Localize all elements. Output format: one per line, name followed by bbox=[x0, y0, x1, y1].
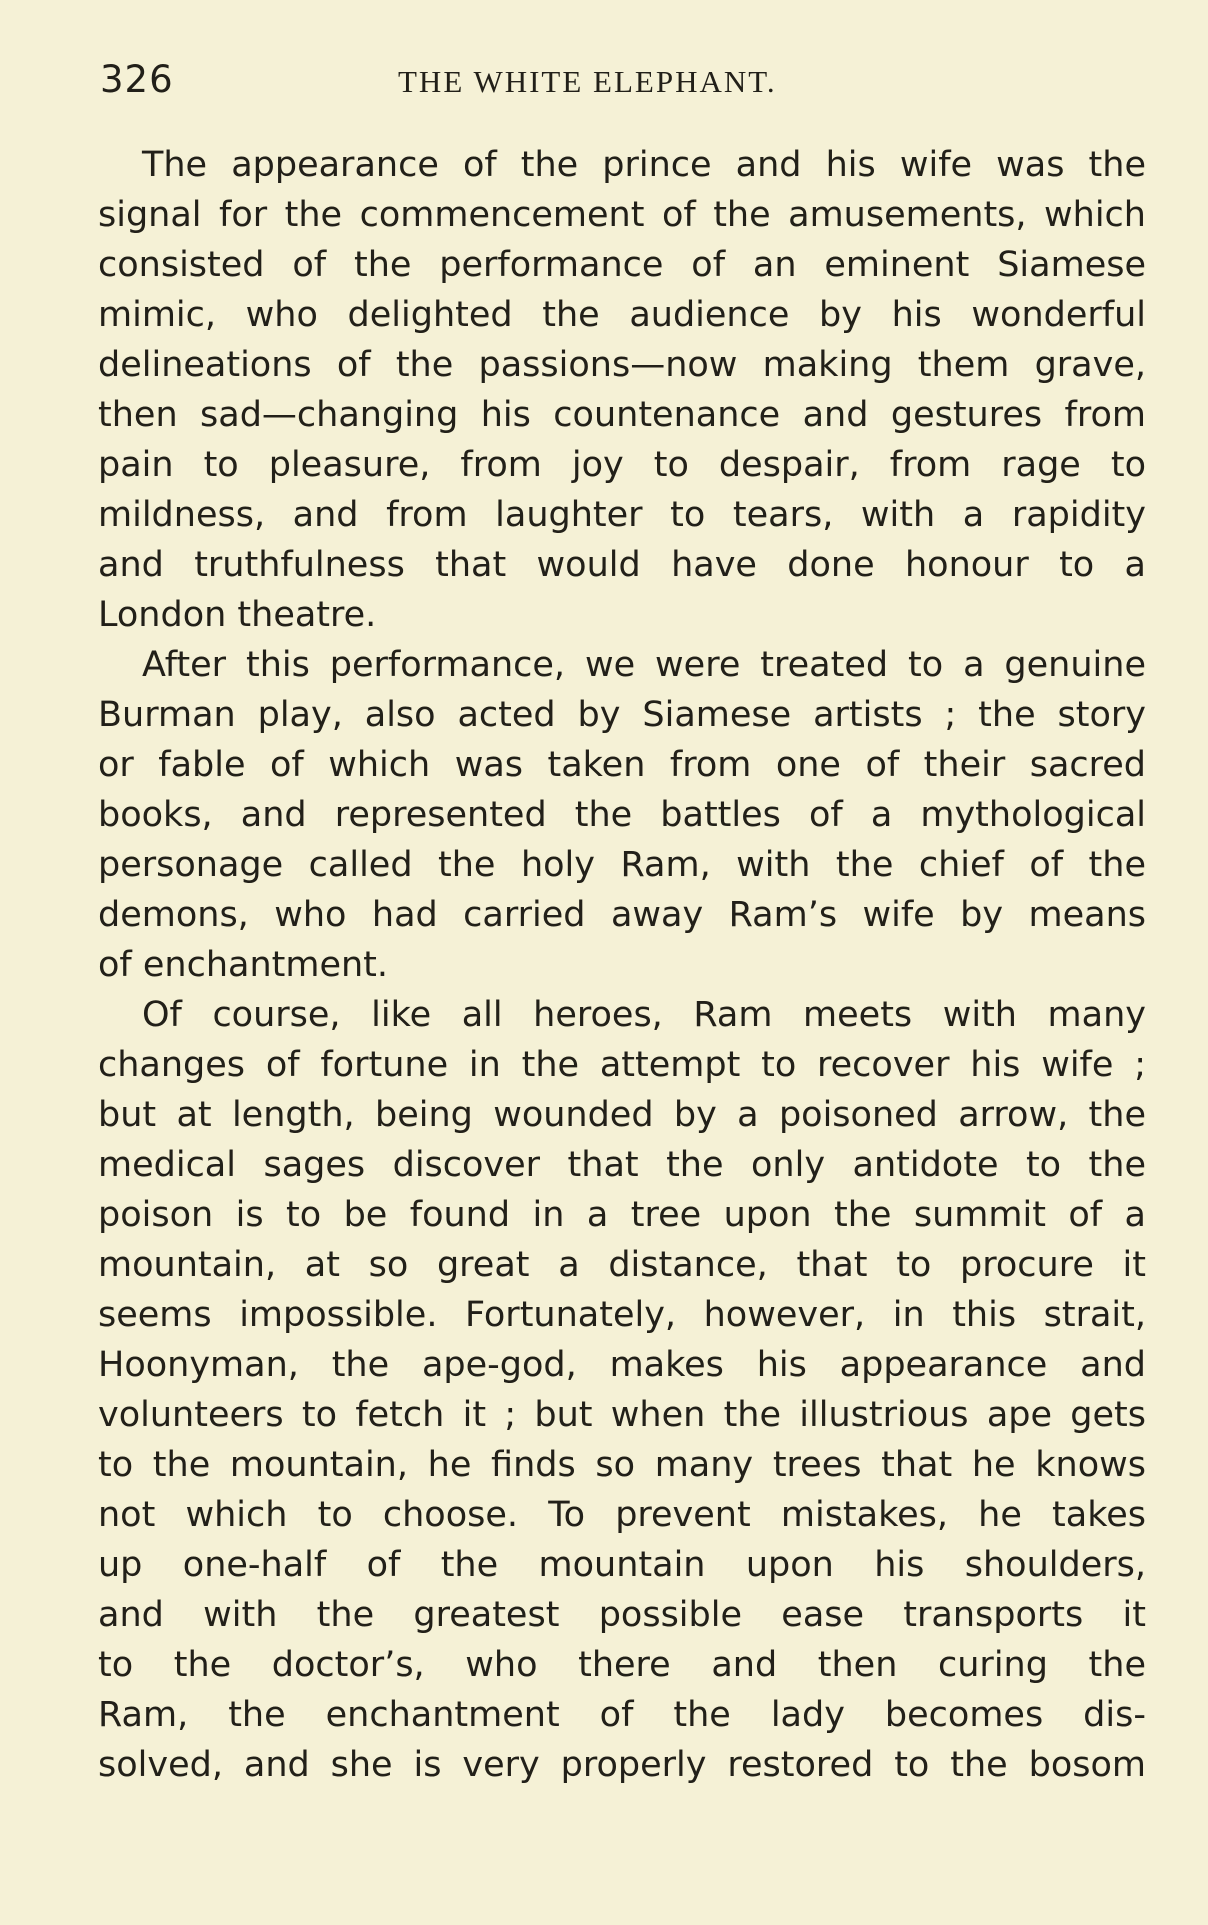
text-line: Hoonyman, the ape-god, makes his appearance and bbox=[98, 1345, 1146, 1385]
body-text bbox=[98, 140, 1146, 1790]
text-line: seems impossible. Fortunately, however, in this strait, bbox=[98, 1295, 1146, 1335]
running-head bbox=[100, 58, 1146, 108]
text-line: Of course, like all heroes, Ram meets with many bbox=[142, 995, 1146, 1035]
text-line: but at length, being wounded by a poisoned arrow, the bbox=[98, 1095, 1146, 1135]
text-line: not which to choose. To prevent mistakes, he takes bbox=[98, 1495, 1146, 1535]
text-line: Burman play, also acted by Siamese artists ; the story bbox=[98, 695, 1146, 735]
text-line: Ram, the enchantment of the lady becomes dis- bbox=[98, 1695, 1146, 1735]
text-line: of enchantment. bbox=[98, 945, 389, 985]
text-line: delineations of the passions—now making them grave, bbox=[98, 345, 1146, 385]
text-line: The appearance of the prince and his wife was the bbox=[142, 145, 1146, 185]
text-line: books, and represented the battles of a mythological bbox=[98, 795, 1146, 835]
header-title: THE WHITE ELEPHANT. bbox=[398, 64, 777, 99]
text-line: demons, who had carried away Ram’s wife by means bbox=[98, 895, 1146, 935]
text-line: and with the greatest possible ease transports it bbox=[98, 1595, 1146, 1635]
text-line: solved, and she is very properly restored to the bosom bbox=[98, 1745, 1146, 1785]
text-line: pain to pleasure, from joy to despair, from rage to bbox=[98, 445, 1146, 485]
text-line: changes of fortune in the attempt to recover his wife ; bbox=[98, 1045, 1146, 1085]
text-line: volunteers to fetch it ; but when the illustrious ape gets bbox=[98, 1395, 1146, 1435]
text-line: up one-half of the mountain upon his shoulders, bbox=[98, 1545, 1146, 1585]
text-line: mimic, who delighted the audience by his wonderful bbox=[98, 295, 1146, 335]
text-line: poison is to be found in a tree upon the summit of a bbox=[98, 1195, 1146, 1235]
text-line: to the doctor’s, who there and then curing the bbox=[98, 1645, 1146, 1685]
text-line: medical sages discover that the only antidote to the bbox=[98, 1145, 1146, 1185]
text-line: consisted of the performance of an eminent Siamese bbox=[98, 245, 1146, 285]
text-line: London theatre. bbox=[98, 595, 377, 635]
text-line: and truthfulness that would have done honour to a bbox=[98, 545, 1146, 585]
text-line: mildness, and from laughter to tears, with a rapidity bbox=[98, 495, 1146, 535]
text-line: signal for the commencement of the amusements, which bbox=[98, 195, 1146, 235]
text-line: mountain, at so great a distance, that to procure it bbox=[98, 1245, 1146, 1285]
text-line: After this performance, we were treated to a genuine bbox=[142, 645, 1146, 685]
text-line: then sad—changing his countenance and gestures from bbox=[98, 395, 1146, 435]
page-number: 326 bbox=[100, 58, 174, 101]
text-line: or fable of which was taken from one of their sacred bbox=[98, 745, 1146, 785]
text-line: personage called the holy Ram, with the chief of the bbox=[98, 845, 1146, 885]
text-line: to the mountain, he finds so many trees that he knows bbox=[98, 1445, 1146, 1485]
